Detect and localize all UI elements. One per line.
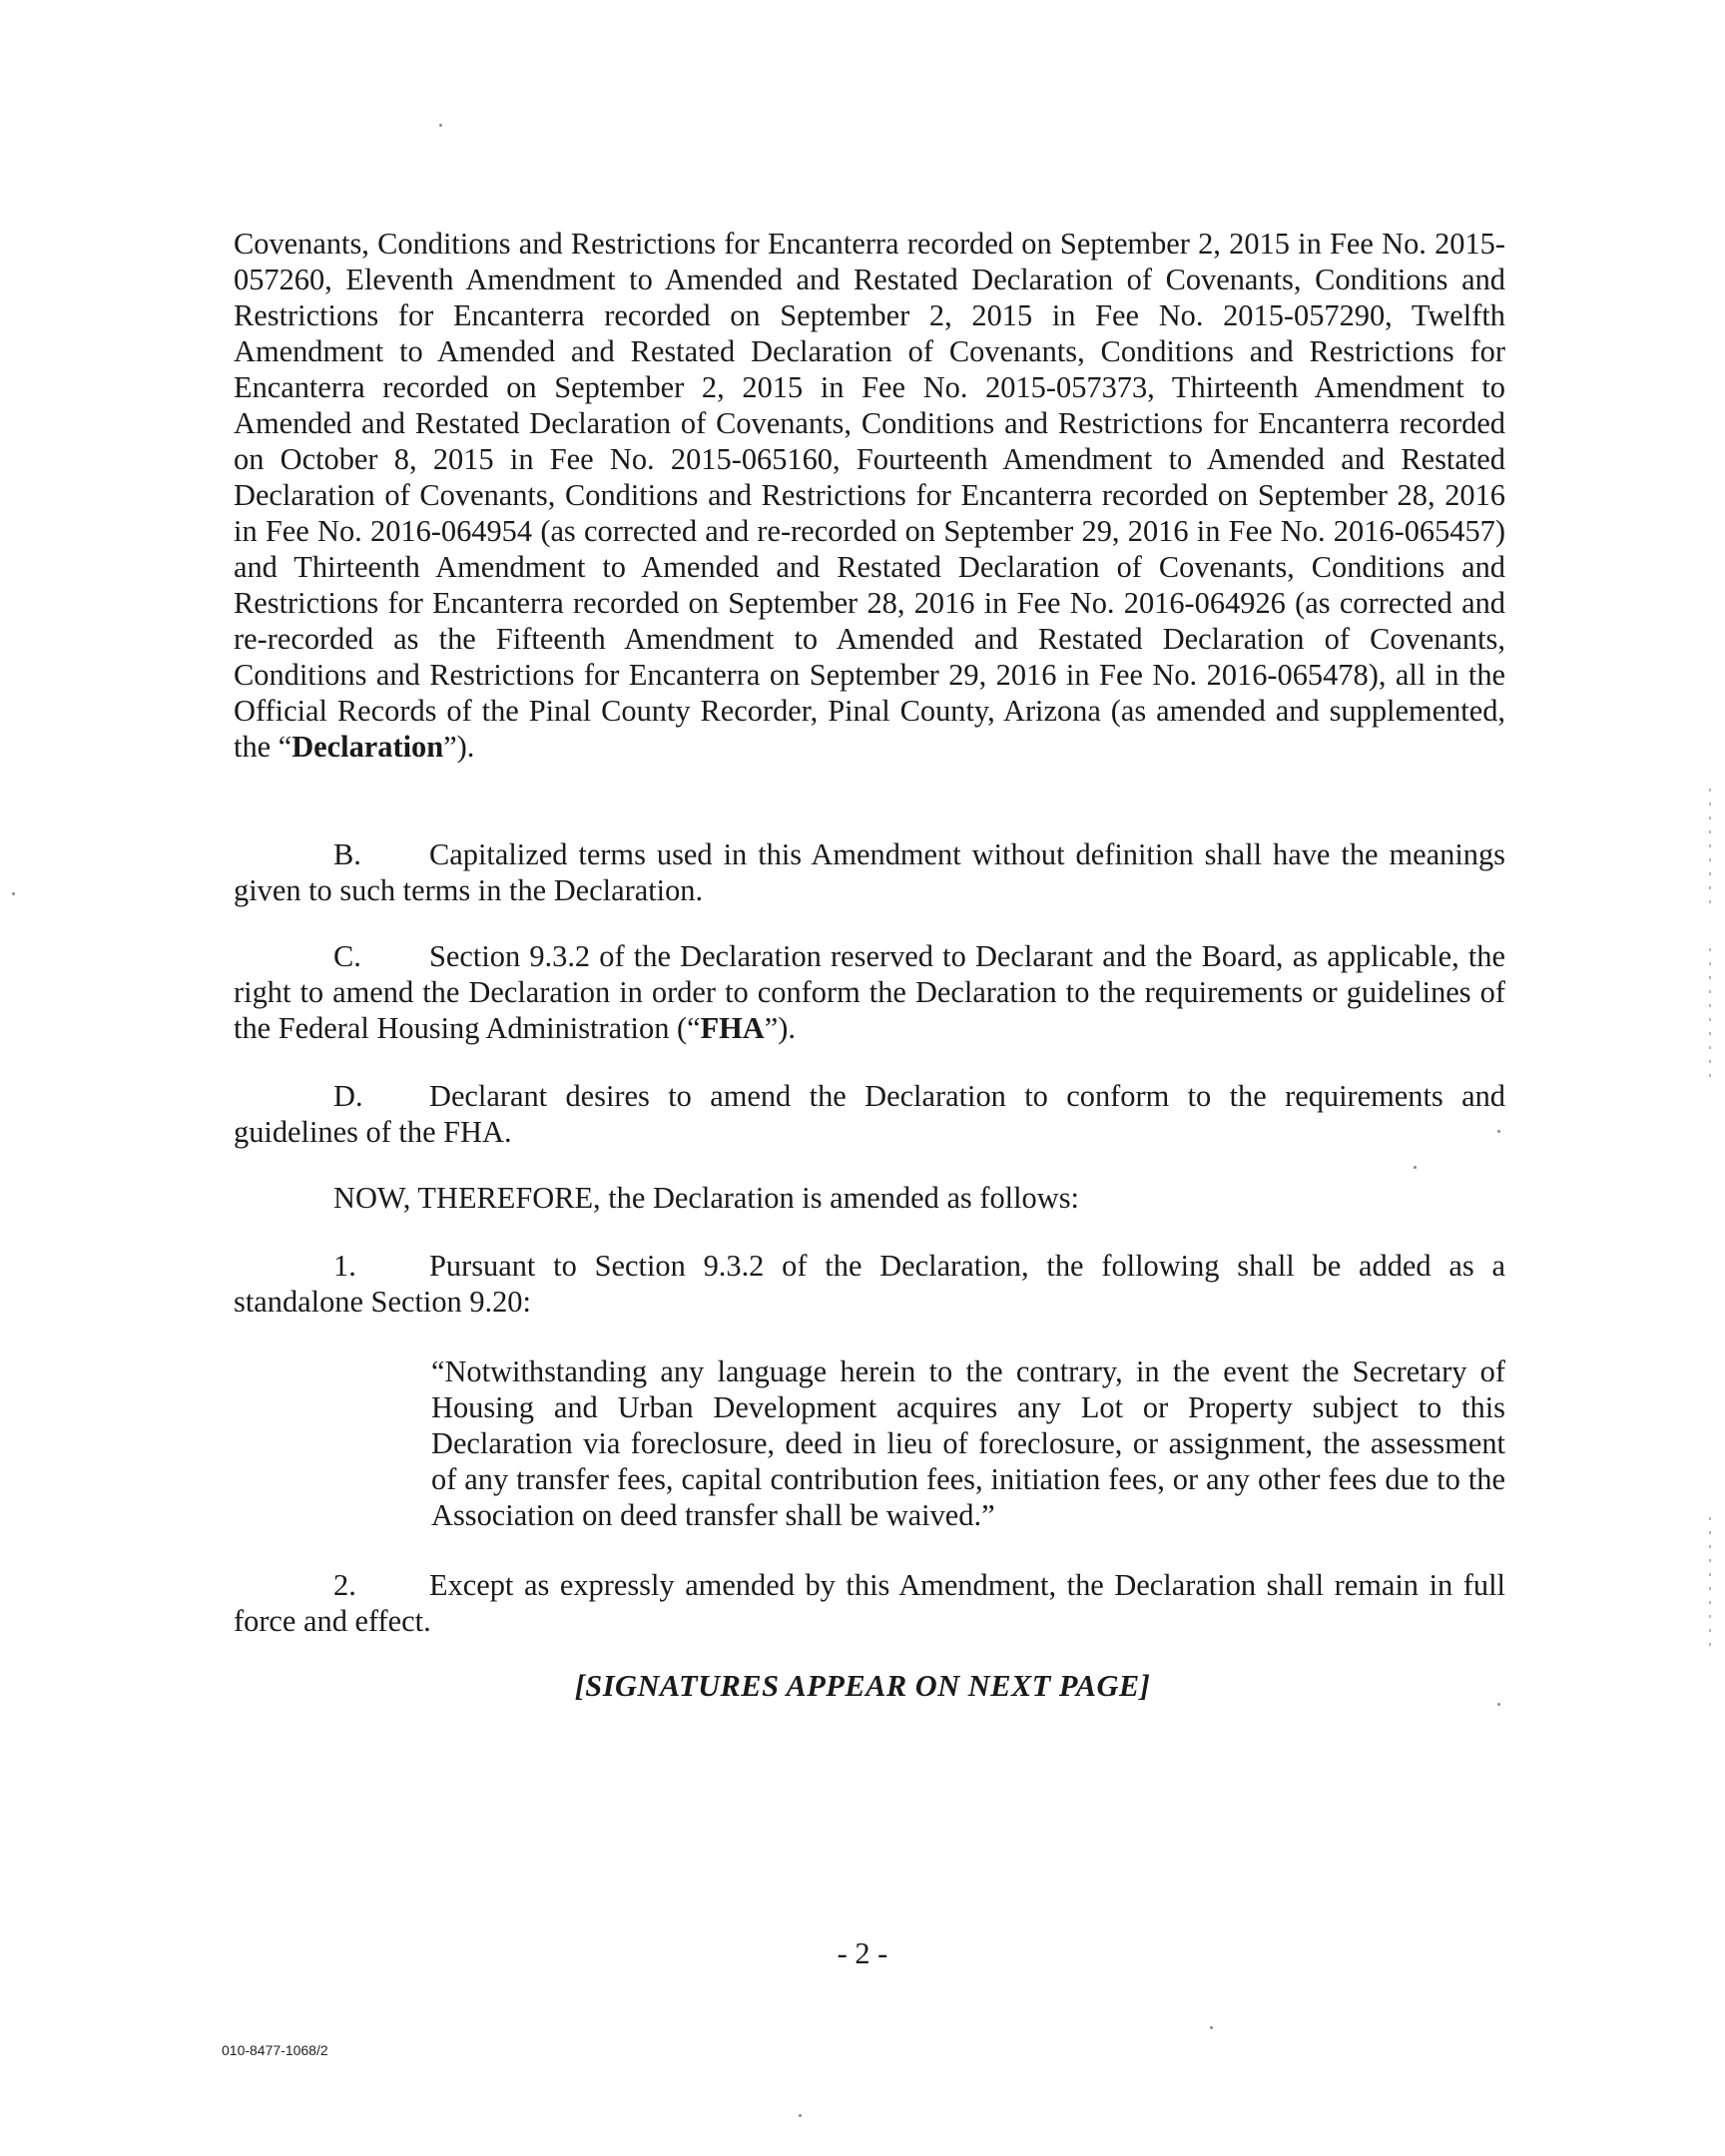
scan-edge-marks	[1709, 1517, 1711, 1657]
scan-speck	[1210, 2026, 1213, 2029]
now-therefore-paragraph	[234, 1180, 1505, 1216]
scan-edge-marks	[1709, 789, 1711, 908]
item-2-text: Except as expressly amended by this Amendment, the Declaration shall remain in full force and effect.	[234, 1568, 1505, 1638]
declaration-defined-term: Declaration	[291, 730, 444, 764]
recital-c-text: Section 9.3.2 of the Declaration reserved to Declarant and the Board, as applicable, the right to amend the Declaration in order to conform the Declaration to the requirements or guidelines of the Federal Housing Administration (“	[234, 939, 1505, 1045]
document-code: 010-8477-1068/2	[222, 2042, 328, 2058]
item-1-text: Pursuant to Section 9.3.2 of the Declaration, the following shall be added as a standalone Section 9.20:	[234, 1249, 1505, 1319]
intro-text-end: ”).	[443, 730, 475, 764]
scan-speck	[1414, 1166, 1417, 1169]
recital-d-paragraph	[234, 1078, 1505, 1150]
scan-speck	[1497, 1130, 1500, 1133]
intro-text: Covenants, Conditions and Restrictions for Encanterra recorded on September 2, 2015 in Fee No. 2015-057260, Eleventh Amendment to Amended and Restated Declaration of Covenants, Conditions and Restrictions for Encanterra recorded on September 2, 2015 in Fee No. 2015-057290, Twelfth Amendment to Amended and Restated Declaration of Covenants, Conditions and Restrictions for Encanterra recorded on September 2, 2015 in Fee No. 2015-057373, Thirteenth Amendment to Amended and Restated Declaration of Covenants, Conditions and Restrictions for Encanterra recorded on October 8, 2015 in Fee No. 2015-065160, Fourteenth Amendment to Amended and Restated Declaration of Covenants, Conditions and Restrictions for Encanterra recorded on September 28, 2016 in Fee No. 2016-064954 (as corrected and re-recorded on September 29, 2016 in Fee No. 2016-065457) and Thirteenth Amendment to Amended and Restated Declaration of Covenants, Conditions and Restrictions for Encanterra recorded on September 28, 2016 in Fee No. 2016-064926 (as corrected and re-recorded as the Fifteenth Amendment to Amended and Restated Declaration of Covenants, Conditions and Restrictions for Encanterra on September 29, 2016 in Fee No. 2016-065478), all in the Official Records of the Pinal County Recorder, Pinal County, Arizona (as amended and supplemented, the “	[234, 227, 1505, 764]
scan-speck	[799, 2114, 802, 2117]
item-1-label: 1.	[333, 1249, 356, 1283]
recital-b-text: Capitalized terms used in this Amendment without definition shall have the meanings given to such terms in the Declaration.	[234, 837, 1505, 907]
scan-speck	[12, 892, 15, 895]
scan-edge-marks	[1709, 948, 1711, 1078]
signatures-notice: [SIGNATURES APPEAR ON NEXT PAGE]	[574, 1669, 1151, 1703]
now-therefore-text: NOW, THEREFORE, the Declaration is amended as follows:	[333, 1181, 1079, 1215]
amendment-item-2	[234, 1567, 1505, 1639]
amendment-item-1	[234, 1248, 1505, 1320]
recital-d-label: D.	[333, 1079, 363, 1113]
item-2-label: 2.	[333, 1568, 356, 1602]
recital-c-paragraph	[234, 938, 1505, 1046]
fha-defined-term: FHA	[700, 1011, 765, 1045]
recital-c-label: C.	[333, 939, 361, 973]
recital-d-text: Declarant desires to amend the Declaration to conform to the requirements and guidelines of the FHA.	[234, 1079, 1505, 1149]
section-9-20-quote: “Notwithstanding any language herein to the contrary, in the event the Secretary of Housing and Urban Development acquires any Lot or Property subject to this Declaration via foreclosure, deed in lieu of foreclosure, or assignment, the assessment of any transfer fees, capital contribution fees, initiation fees, or any other fees due to the Association on deed transfer shall be waived.”	[431, 1354, 1505, 1532]
recital-b-paragraph	[234, 836, 1505, 908]
recitals-intro-paragraph	[234, 226, 1505, 765]
scan-speck	[439, 124, 442, 127]
scan-speck	[1497, 1703, 1500, 1706]
page-number: - 2 -	[837, 1936, 888, 1970]
recital-c-text-end: ”).	[764, 1011, 796, 1045]
recital-b-label: B.	[333, 837, 361, 871]
